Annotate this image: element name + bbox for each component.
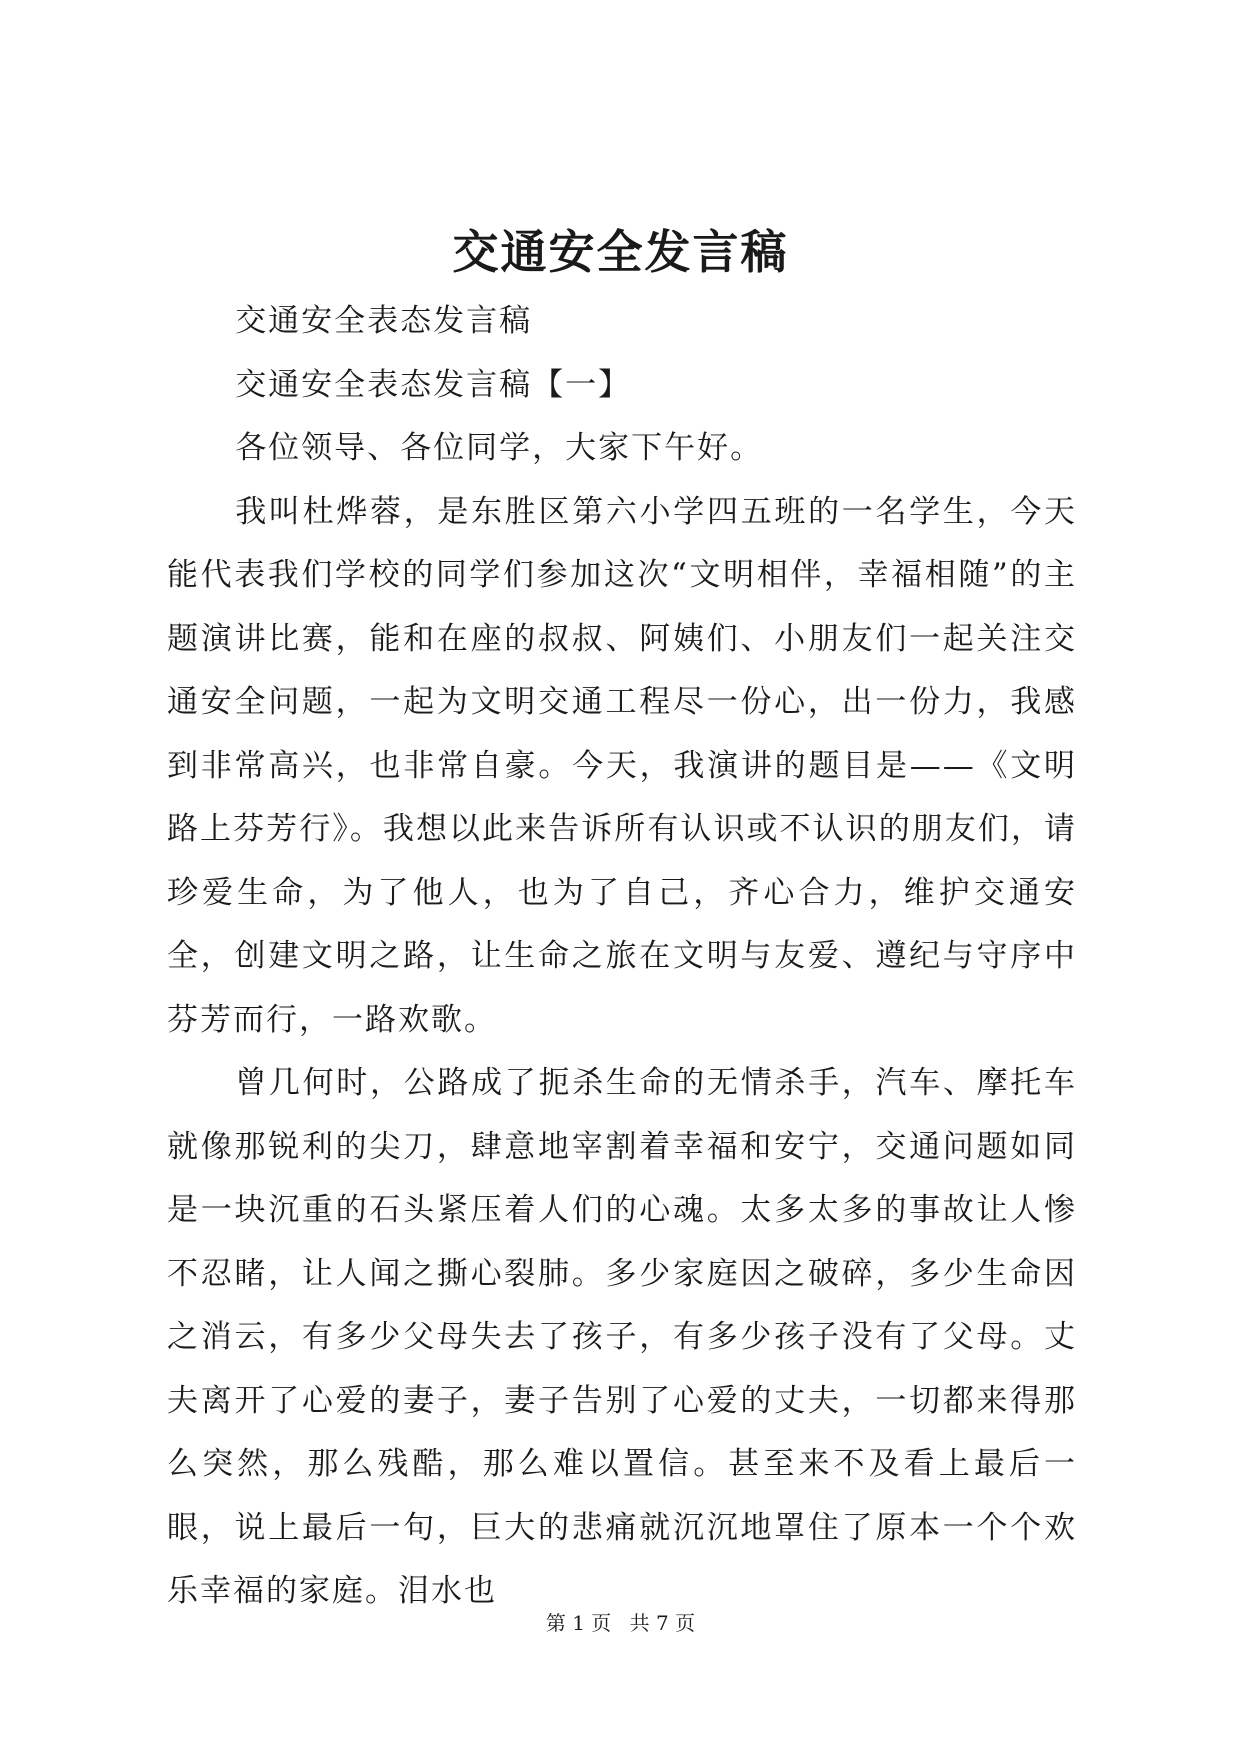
body-paragraph: 曾几何时，公路成了扼杀生命的无情杀手，汽车、摩托车就像那锐利的尖刀，肆意地宰割着幸福和安宁，交通问题如同是一块沉重的石头紧压着人们的心魂。太多太多的事故让人惨不忍睹，让人闻之撕心裂肺。多少家庭因之破碎，多少生命因之消云，有多少父母失去了孩子，有多少孩子没有了父母。丈夫离开了心爱的妻子，妻子告别了心爱的丈夫，一切都来得那么突然，那么残酷，那么难以置信。甚至来不及看上最后一眼，说上最后一句，巨大的悲痛就沉沉地罩住了原本一个个欢乐幸福的家庭。泪水也 xyxy=(167,1065,1077,1609)
document-body xyxy=(167,290,1077,1624)
body-paragraph: 我叫杜烨蓉，是东胜区第六小学四五班的一名学生，今天能代表我们学校的同学们参加这次“文明相伴，幸福相随”的主题演讲比赛，能和在座的叔叔、阿姨们、小朋友们一起关注交通安全问题，一起为文明交通工程尽一份心，出一份力，我感到非常高兴，也非常自豪。今天，我演讲的题目是——《文明路上芬芳行》。我想以此来告诉所有认识或不认识的朋友们，请珍爱生命，为了他人，也为了自己，齐心合力，维护交通安全，创建文明之路，让生命之旅在文明与友爱、遵纪与守序中芬芳而行，一路欢歌。 xyxy=(167,493,1077,1038)
page-total: 共 7 页 xyxy=(629,1611,696,1635)
greeting-paragraph: 各位领导、各位同学，大家下午好。 xyxy=(235,430,764,466)
section-heading-paragraph: 交通安全表态发言稿【一】 xyxy=(235,366,632,403)
subtitle-paragraph: 交通安全表态发言稿 xyxy=(235,303,533,339)
page-number: 第 1 页 xyxy=(545,1611,612,1635)
document-title: 交通安全发言稿 xyxy=(452,225,789,279)
page-footer xyxy=(0,1608,1241,1638)
